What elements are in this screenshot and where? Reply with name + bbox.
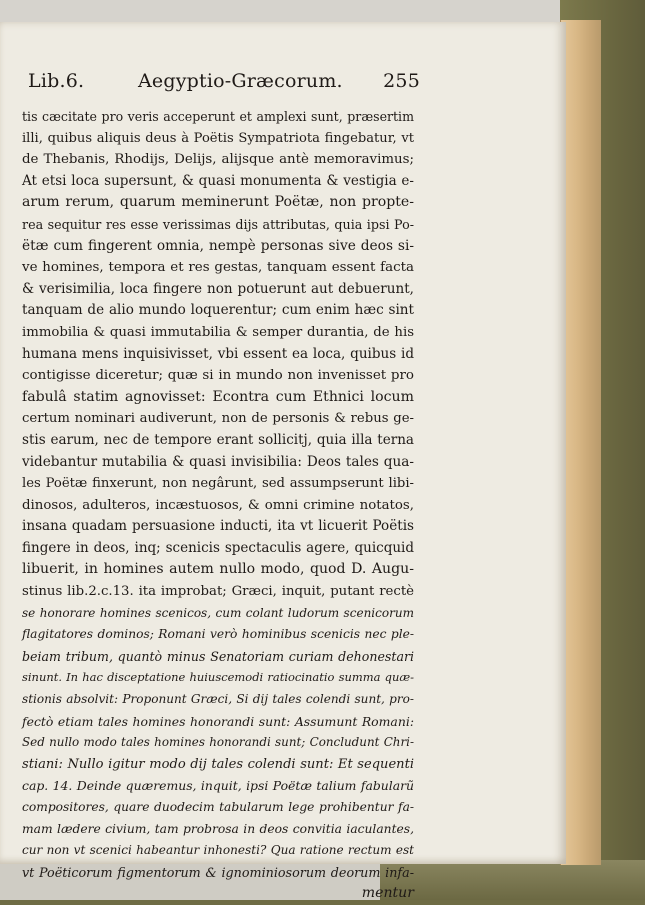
body-text xyxy=(22,106,414,905)
running-head xyxy=(28,70,420,100)
text-line: & verisimilia, loca fingere non potuerunt aut debuerunt, xyxy=(22,280,414,297)
page-fore-edge xyxy=(560,20,601,865)
text-line: At etsi loca supersunt, & quasi monumenta & vestigia e- xyxy=(22,172,414,189)
text-line: mam lædere civium, tam probrosa in deos convitia iaculantes, xyxy=(22,821,414,836)
text-line: fingere in deos, inq; scenicis spectaculis agere, quicquid xyxy=(22,539,414,556)
text-line: ëtæ cum fingerent omnia, nempè personas sive deos si- xyxy=(22,237,414,254)
text-line: stiani: Nullo igitur modo dij tales colendi sunt: Et sequenti xyxy=(22,756,414,772)
running-title: Aegyptio-Græcorum. xyxy=(138,70,343,92)
text-line: fectò etiam tales homines honorandi sunt: Assumunt Romani: xyxy=(22,713,414,729)
text-line: humana mens inquisivisset, vbi essent ea loca, quibus id xyxy=(22,345,414,362)
text-line: certum nominari audiverunt, non de personis & rebus ge- xyxy=(22,411,414,427)
text-line: contigisse diceretur; quæ si in mundo non invenisset pro xyxy=(22,368,414,384)
text-line: videbantur mutabilia & quasi invisibilia: Deos tales qua- xyxy=(22,453,414,470)
text-line: de Thebanis, Rhodijs, Delijs, alijsque antè memoravimus; xyxy=(22,152,414,168)
text-line: tanquam de alio mundo loquerentur; cum enim hæc sint xyxy=(22,302,414,319)
text-line: compositores, quare duodecim tabularum lege prohibentur fa- xyxy=(22,800,414,814)
text-line: stinus lib.2.c.13. ita improbat; Græci, inquit, putant rectè xyxy=(22,584,414,600)
text-line: dinosos, adulteros, incæstuosos, & omni crimine notatos, xyxy=(22,497,414,513)
text-line: Sed nullo modo tales homines honorandi sunt; Concludunt Chri- xyxy=(22,735,414,750)
text-line: vt Poëticorum figmentorum & ignominiosorum deorum infa- xyxy=(22,864,414,880)
text-line: rea sequitur res esse verissimas dijs attributas, quia ipsi Po- xyxy=(22,216,414,232)
text-line: immobilia & quasi immutabilia & semper durantia, de his xyxy=(22,324,414,340)
text-line: stis earum, nec de tempore erant sollicitj, quia illa terna xyxy=(22,431,414,448)
text-line: fabulâ statim agnovisset: Econtra cum Ethnici locum xyxy=(22,388,414,405)
text-line: flagitatores dominos; Romani verò hominibus scenicis nec ple- xyxy=(22,627,414,642)
page-number: 255 xyxy=(383,70,420,92)
text-line: insana quadam persuasione inducti, ita vt licuerit Poëtis xyxy=(22,518,414,535)
text-line: arum rerum, quarum meminerunt Poëtæ, non propte- xyxy=(22,194,414,211)
text-line: beiam tribum, quantò minus Senatoriam curiam dehonestari xyxy=(22,648,414,664)
background-top xyxy=(0,0,645,22)
text-line: les Poëtæ finxerunt, non negârunt, sed assumpserunt libi- xyxy=(22,476,414,492)
text-line: mentur xyxy=(361,885,414,902)
text-line: cap. 14. Deinde quæremus, inquit, ipsi Poëtæ talium fabularũ xyxy=(22,778,414,794)
text-line: ve homines, tempora et res gestas, tanquam essent facta xyxy=(22,260,414,276)
text-line: se honorare homines scenicos, cum colant ludorum scenicorum xyxy=(22,605,414,620)
text-line: cur non vt scenici habeantur inhonesti? Qua ratione rectum est xyxy=(22,843,414,858)
text-line: sinunt. In hac disceptatione huiuscemodi ratiocinatio summa quæ- xyxy=(22,670,414,685)
text-line: libuerit, in homines autem nullo modo, quod D. Augu- xyxy=(22,561,414,578)
book-page xyxy=(0,22,566,902)
text-line: illi, quibus aliquis deus à Poëtis Sympatriota fingebatur, vt xyxy=(22,130,414,146)
text-line: tis cæcitate pro veris acceperunt et amplexi sunt, præsertim xyxy=(22,109,414,124)
book-number: Lib.6. xyxy=(28,70,85,92)
text-line: stionis absolvit: Proponunt Græci, Si dij tales colendi sunt, pro- xyxy=(22,692,414,707)
